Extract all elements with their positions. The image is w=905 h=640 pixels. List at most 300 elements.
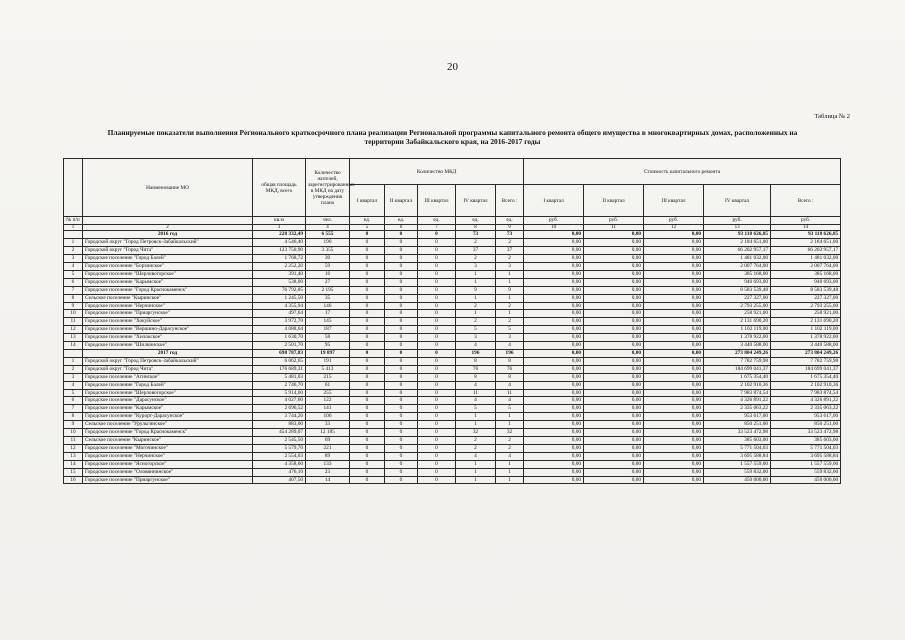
table-row	[64, 468, 841, 476]
count-total: 5	[496, 405, 524, 413]
mo-name: Городское поселение "Хокуйское"	[83, 318, 253, 326]
mo-name: Сельское поселение "Кыринское"	[83, 294, 253, 302]
count-q3: 0	[418, 373, 456, 381]
mo-name: Городское поселение "Вершино-Дарасунское"	[83, 326, 253, 334]
residents-value: 95	[306, 342, 350, 350]
table-row	[64, 365, 841, 373]
count-q1: 0	[350, 373, 385, 381]
cost-q1: 0,00	[524, 444, 584, 452]
area-value: 2 545,50	[253, 436, 306, 444]
count-q1: 0	[350, 413, 385, 421]
residents-value: 2 195	[306, 286, 350, 294]
count-total: 2	[496, 436, 524, 444]
cost-q4: 3 695 588,84	[704, 452, 771, 460]
title-line-1: Планируемые показатели выполнения Регионального краткосрочного плана реализации Региональной программы капитального ремонта общего имущества в многоквартирных домах, расположенных на	[107, 128, 798, 137]
cost-q4: 1 102 119,00	[704, 326, 771, 334]
count-q3: 0	[418, 270, 456, 278]
count-total: 196	[496, 350, 524, 358]
cost-q3: 0,00	[644, 342, 704, 350]
unit-cell: ед.	[350, 217, 385, 225]
area-value: 176 689,31	[253, 365, 306, 373]
cost-q1: 0,00	[524, 365, 584, 373]
count-q1: 0	[350, 436, 385, 444]
count-q1: 0	[350, 357, 385, 365]
header-count-q4: IV квартал	[456, 185, 496, 217]
cost-q3: 0,00	[644, 421, 704, 429]
area-value: 538,00	[253, 278, 306, 286]
cost-q3: 0,00	[644, 318, 704, 326]
count-q1: 0	[350, 381, 385, 389]
residents-value: 6 555	[306, 231, 350, 239]
count-q1: 0	[350, 334, 385, 342]
cost-q1: 0,00	[524, 389, 584, 397]
mo-name: Сельское поселение "Кыринское"	[83, 436, 253, 444]
cost-q1: 0,00	[524, 318, 584, 326]
residents-value: 187	[306, 326, 350, 334]
count-q1: 0	[350, 263, 385, 271]
cost-q2: 0,00	[584, 326, 644, 334]
count-q1: 0	[350, 302, 385, 310]
cost-q3: 0,00	[644, 255, 704, 263]
cost-q2: 0,00	[584, 286, 644, 294]
area-value: 2 554,03	[253, 452, 306, 460]
column-number: 13	[704, 224, 771, 231]
count-q1: 0	[350, 231, 385, 239]
count-q1: 0	[350, 476, 385, 484]
mo-name: Городское поселение "Оловяннинское"	[83, 468, 253, 476]
cost-total: 33 523 472,98	[771, 429, 841, 437]
count-q1: 0	[350, 278, 385, 286]
unit-name-empty	[83, 217, 253, 225]
cost-q3: 0,00	[644, 334, 704, 342]
count-q3: 0	[418, 318, 456, 326]
count-q3: 0	[418, 263, 456, 271]
cost-q3: 0,00	[644, 444, 704, 452]
cost-q1: 0,00	[524, 405, 584, 413]
count-q1: 0	[350, 452, 385, 460]
area-value: 3 744,20	[253, 413, 306, 421]
area-value: 4 027,60	[253, 397, 306, 405]
row-number: 7	[64, 286, 83, 294]
count-q4: 2	[456, 318, 496, 326]
residents-value: 61	[306, 381, 350, 389]
table-row	[64, 255, 841, 263]
cost-q3: 0,00	[644, 270, 704, 278]
count-q4: 1	[456, 468, 496, 476]
row-number	[64, 350, 83, 358]
count-q1: 0	[350, 444, 385, 452]
count-q4: 9	[456, 286, 496, 294]
mo-name: Городское поселение "Карымское"	[83, 278, 253, 286]
row-number: 13	[64, 452, 83, 460]
cost-q2: 0,00	[584, 436, 644, 444]
count-q4: 73	[456, 231, 496, 239]
table-row	[64, 429, 841, 437]
count-q2: 0	[385, 270, 418, 278]
table-row	[64, 310, 841, 318]
count-q4: 4	[456, 397, 496, 405]
area-value: 4 355,94	[253, 302, 306, 310]
cost-q1: 0,00	[524, 326, 584, 334]
count-total: 1	[496, 310, 524, 318]
area-value: 2 746,70	[253, 381, 306, 389]
area-value: 3 972,70	[253, 318, 306, 326]
count-total: 2	[496, 302, 524, 310]
cost-q2: 0,00	[584, 381, 644, 389]
residents-value: 145	[306, 318, 350, 326]
residents-value: 255	[306, 389, 350, 397]
count-total: 2	[496, 444, 524, 452]
count-q2: 0	[385, 231, 418, 239]
cost-q1: 0,00	[524, 270, 584, 278]
count-total: 1	[496, 278, 524, 286]
cost-q2: 0,00	[584, 350, 644, 358]
mo-name: 2016 год	[83, 231, 253, 239]
count-q1: 0	[350, 286, 385, 294]
area-value: 698 787,83	[253, 350, 306, 358]
row-number: 2	[64, 247, 83, 255]
cost-total: 2 102 910,36	[771, 381, 841, 389]
unit-cell: ед.	[496, 217, 524, 225]
count-q4: 1	[456, 270, 496, 278]
count-q4: 4	[456, 342, 496, 350]
header-count-total: Всего :	[496, 185, 524, 217]
residents-value: 190	[306, 239, 350, 247]
count-q2: 0	[385, 429, 418, 437]
cost-q3: 0,00	[644, 413, 704, 421]
count-total: 4	[496, 397, 524, 405]
count-q4: 196	[456, 350, 496, 358]
cost-q4: 33 523 472,98	[704, 429, 771, 437]
row-number: 4	[64, 263, 83, 271]
row-number: 9	[64, 302, 83, 310]
count-q4: 76	[456, 365, 496, 373]
table-row	[64, 263, 841, 271]
count-q3: 0	[418, 239, 456, 247]
cost-total: 227 327,00	[771, 294, 841, 302]
unit-cell: руб.	[584, 217, 644, 225]
row-number: 6	[64, 397, 83, 405]
count-total: 1	[496, 413, 524, 421]
count-q2: 0	[385, 310, 418, 318]
header-name: Наименование МО	[83, 159, 253, 217]
mo-name: Городское поселение "Карымское"	[83, 405, 253, 413]
count-q1: 0	[350, 247, 385, 255]
count-q2: 0	[385, 381, 418, 389]
cost-total: 940 693,00	[771, 278, 841, 286]
count-total: 2	[496, 318, 524, 326]
count-q3: 0	[418, 389, 456, 397]
mo-name: Городское поселение "Ясногорское"	[83, 460, 253, 468]
cost-q2: 0,00	[584, 389, 644, 397]
cost-total: 93 118 626,85	[771, 231, 841, 239]
count-q4: 1	[456, 294, 496, 302]
header-count-group: Количество МКД	[350, 159, 524, 185]
area-value: 5 579,70	[253, 444, 306, 452]
count-q1: 0	[350, 239, 385, 247]
count-total: 4	[496, 452, 524, 460]
header-cost-q3: III квартал	[644, 185, 704, 217]
cost-q3: 0,00	[644, 247, 704, 255]
row-number: 8	[64, 294, 83, 302]
residents-value: 215	[306, 373, 350, 381]
count-q3: 0	[418, 397, 456, 405]
mo-name: Городское поселение "Агинское"	[83, 373, 253, 381]
count-q1: 0	[350, 421, 385, 429]
mo-name: Городской округ "Город Чита"	[83, 247, 253, 255]
cost-q2: 0,00	[584, 429, 644, 437]
cost-total: 2 184 651,00	[771, 239, 841, 247]
residents-value: 69	[306, 436, 350, 444]
count-q3: 0	[418, 231, 456, 239]
count-q1: 0	[350, 326, 385, 334]
units-row	[64, 217, 841, 225]
row-number: 5	[64, 389, 83, 397]
unit-cell: ед.	[418, 217, 456, 225]
cost-total: 385 603,00	[771, 436, 841, 444]
cost-q1: 0,00	[524, 310, 584, 318]
count-q1: 0	[350, 270, 385, 278]
count-total: 2	[496, 255, 524, 263]
residents-value: 89	[306, 452, 350, 460]
cost-q3: 0,00	[644, 405, 704, 413]
cost-q1: 0,00	[524, 263, 584, 271]
cost-total: 450 000,00	[771, 476, 841, 484]
table-row	[64, 413, 841, 421]
cost-q3: 0,00	[644, 278, 704, 286]
count-q3: 0	[418, 326, 456, 334]
count-q4: 4	[456, 452, 496, 460]
table-label: Таблица № 2	[814, 113, 850, 120]
count-q2: 0	[385, 334, 418, 342]
cost-q3: 0,00	[644, 429, 704, 437]
count-total: 76	[496, 365, 524, 373]
count-q2: 0	[385, 468, 418, 476]
count-q4: 1	[456, 460, 496, 468]
count-q2: 0	[385, 397, 418, 405]
cost-q1: 0,00	[524, 231, 584, 239]
count-q4: 1	[456, 476, 496, 484]
mo-name: Городское поселение "Шилкинское"	[83, 342, 253, 350]
count-q3: 0	[418, 302, 456, 310]
table-row	[64, 373, 841, 381]
count-q3: 0	[418, 357, 456, 365]
count-q2: 0	[385, 342, 418, 350]
cost-q4: 2 102 910,36	[704, 381, 771, 389]
count-q2: 0	[385, 460, 418, 468]
cost-q3: 0,00	[644, 286, 704, 294]
table-row	[64, 397, 841, 405]
residents-value: 16	[306, 270, 350, 278]
area-value: 883,00	[253, 421, 306, 429]
title-line-2: территории Забайкальского края, на 2016-2017 годы	[364, 137, 541, 146]
header-area: общая площадь МКД, всего	[253, 159, 306, 217]
cost-q3: 0,00	[644, 239, 704, 247]
column-number: 2	[83, 224, 253, 231]
cost-total: 258 921,00	[771, 310, 841, 318]
area-value: 391,40	[253, 270, 306, 278]
residents-value: 30	[306, 255, 350, 263]
column-number: 11	[584, 224, 644, 231]
count-q1: 0	[350, 294, 385, 302]
mo-name: Городское поселение "Хилокское"	[83, 334, 253, 342]
table-row	[64, 389, 841, 397]
cost-q3: 0,00	[644, 326, 704, 334]
cost-q4: 850 251,00	[704, 421, 771, 429]
count-q3: 0	[418, 247, 456, 255]
count-q4: 8	[456, 357, 496, 365]
row-number: 4	[64, 381, 83, 389]
cost-q3: 0,00	[644, 381, 704, 389]
cost-q2: 0,00	[584, 460, 644, 468]
count-q3: 0	[418, 413, 456, 421]
residents-value: 14	[306, 476, 350, 484]
cost-q2: 0,00	[584, 231, 644, 239]
header-num-top	[64, 159, 83, 217]
header-cost-group: Стоимость капитального ремонта	[524, 159, 841, 185]
count-q2: 0	[385, 452, 418, 460]
area-value: 5 914,00	[253, 389, 306, 397]
row-number: 12	[64, 326, 83, 334]
count-q4: 5	[456, 405, 496, 413]
cost-q3: 0,00	[644, 294, 704, 302]
count-total: 8	[496, 357, 524, 365]
cost-total: 66 202 957,17	[771, 247, 841, 255]
count-q4: 2	[456, 436, 496, 444]
mo-name: Городской округ "Город Петровск-Забайкальский"	[83, 357, 253, 365]
document-title	[55, 128, 850, 146]
table-row	[64, 460, 841, 468]
count-total: 4	[496, 381, 524, 389]
count-q3: 0	[418, 342, 456, 350]
cost-total: 385 168,00	[771, 270, 841, 278]
cost-total: 2 793 255,00	[771, 302, 841, 310]
table-row	[64, 278, 841, 286]
cost-q4: 559 832,00	[704, 468, 771, 476]
cost-q2: 0,00	[584, 318, 644, 326]
cost-q3: 0,00	[644, 397, 704, 405]
count-q2: 0	[385, 357, 418, 365]
table-row	[64, 436, 841, 444]
column-number: 8	[456, 224, 496, 231]
area-value: 476,10	[253, 468, 306, 476]
cost-q3: 0,00	[644, 452, 704, 460]
count-q3: 0	[418, 310, 456, 318]
cost-q4: 2 335 063,22	[704, 405, 771, 413]
plan-table	[63, 158, 841, 484]
cost-q1: 0,00	[524, 460, 584, 468]
row-number: 16	[64, 476, 83, 484]
cost-q4: 3 440 588,00	[704, 342, 771, 350]
unit-cell: руб.	[704, 217, 771, 225]
area-value: 4 546,40	[253, 239, 306, 247]
count-q1: 0	[350, 397, 385, 405]
year-summary-row	[64, 350, 841, 358]
cost-q2: 0,00	[584, 476, 644, 484]
unit-cell: руб.	[771, 217, 841, 225]
table-row	[64, 357, 841, 365]
cost-q4: 273 804 249,26	[704, 350, 771, 358]
count-q1: 0	[350, 405, 385, 413]
header-count-q1: I квартал	[350, 185, 385, 217]
count-total: 5	[496, 326, 524, 334]
cost-q1: 0,00	[524, 278, 584, 286]
table-row	[64, 405, 841, 413]
cost-q2: 0,00	[584, 239, 644, 247]
count-total: 1	[496, 460, 524, 468]
unit-cell: руб.	[644, 217, 704, 225]
count-q4: 37	[456, 247, 496, 255]
cost-q1: 0,00	[524, 255, 584, 263]
page-number: 20	[447, 61, 458, 73]
mo-name: Городское поселение "Нерчинское"	[83, 452, 253, 460]
cost-q4: 258 921,00	[704, 310, 771, 318]
count-q1: 0	[350, 350, 385, 358]
count-total: 73	[496, 231, 524, 239]
cost-q2: 0,00	[584, 342, 644, 350]
cost-q4: 5 771 504,03	[704, 444, 771, 452]
cost-q4: 1 481 032,00	[704, 255, 771, 263]
row-number: 12	[64, 444, 83, 452]
mo-name: Городское поселение "Шерловогорское"	[83, 270, 253, 278]
residents-value: 5 413	[306, 365, 350, 373]
count-q2: 0	[385, 278, 418, 286]
mo-name: Городское поселение "Дарасунское"	[83, 397, 253, 405]
count-q4: 2	[456, 239, 496, 247]
table-row	[64, 444, 841, 452]
count-q3: 0	[418, 444, 456, 452]
column-number: 7	[418, 224, 456, 231]
cost-q2: 0,00	[584, 421, 644, 429]
mo-name: Городское поселение "Шерловогорское"	[83, 389, 253, 397]
unit-cell: руб.	[524, 217, 584, 225]
count-q2: 0	[385, 413, 418, 421]
count-q1: 0	[350, 310, 385, 318]
cost-total: 1 481 032,00	[771, 255, 841, 263]
mo-name: Городское поселение "Могочинское"	[83, 444, 253, 452]
mo-name: Городское поселение "Приаргунское"	[83, 476, 253, 484]
mo-name: Городское поселение "Город Краснокаменск"	[83, 286, 253, 294]
cost-q3: 0,00	[644, 468, 704, 476]
count-total: 1	[496, 468, 524, 476]
cost-q3: 0,00	[644, 357, 704, 365]
count-total: 11	[496, 389, 524, 397]
count-q2: 0	[385, 476, 418, 484]
mo-name: Городское поселение "Нерчинское"	[83, 302, 253, 310]
count-total: 37	[496, 247, 524, 255]
count-q2: 0	[385, 389, 418, 397]
row-number: 1	[64, 239, 83, 247]
cost-q1: 0,00	[524, 429, 584, 437]
header-row-1	[64, 159, 841, 185]
cost-q2: 0,00	[584, 373, 644, 381]
table-row	[64, 342, 841, 350]
area-value: 4 358,60	[253, 460, 306, 468]
cost-q2: 0,00	[584, 365, 644, 373]
count-q4: 5	[456, 326, 496, 334]
cost-q1: 0,00	[524, 239, 584, 247]
area-value: 2 696,52	[253, 405, 306, 413]
count-q3: 0	[418, 294, 456, 302]
residents-value: 12 185	[306, 429, 350, 437]
cost-q2: 0,00	[584, 255, 644, 263]
cost-q3: 0,00	[644, 436, 704, 444]
header-cost-q4: IV квартал	[704, 185, 771, 217]
count-q1: 0	[350, 460, 385, 468]
row-number: 5	[64, 270, 83, 278]
cost-q3: 0,00	[644, 460, 704, 468]
count-q1: 0	[350, 255, 385, 263]
